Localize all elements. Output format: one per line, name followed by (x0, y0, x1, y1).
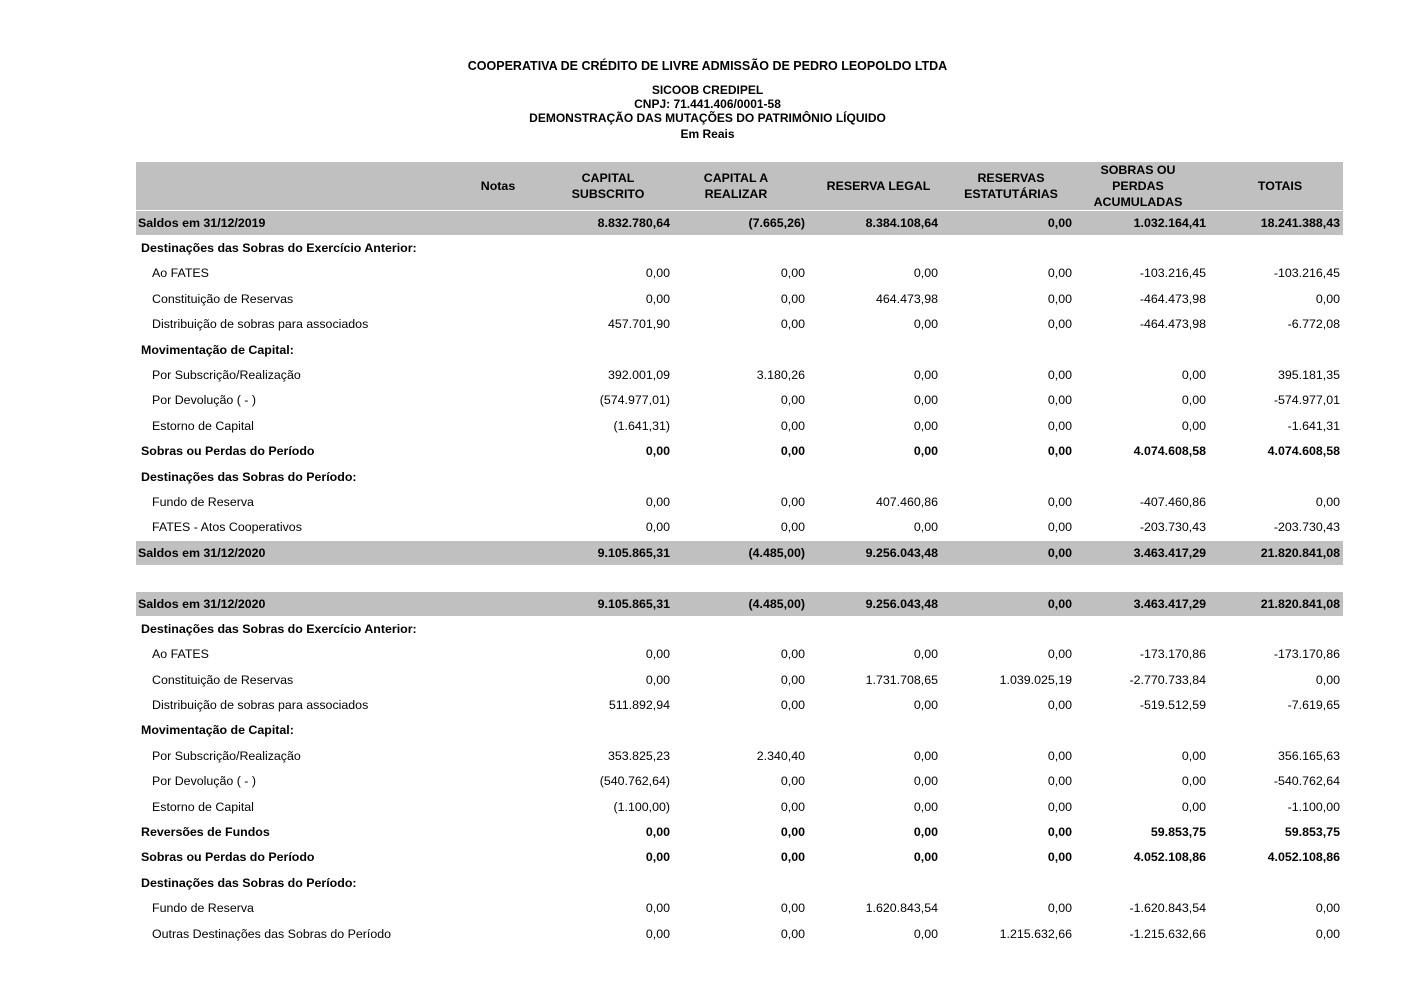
table-row (136, 642, 1343, 667)
currency-unit: Em Reais (680, 127, 735, 141)
col-reserva-legal: RESERVA LEGAL (826, 179, 931, 193)
row-value: 59.853,75 (1150, 825, 1206, 840)
row-value: 0,00 (780, 825, 805, 840)
table-row (136, 794, 1343, 819)
row-value: 1.032.164,41 (1133, 215, 1206, 230)
row-value: 8.384.108,64 (865, 215, 938, 230)
col-notas: Notas (480, 179, 516, 193)
row-label: FATES - Atos Cooperativos (152, 520, 302, 535)
row-value: 0,00 (913, 317, 938, 332)
row-value: 0,00 (780, 418, 805, 433)
row-value: 0,00 (913, 748, 938, 763)
col-capital-a-realizar: CAPITAL A REALIZAR (703, 171, 769, 201)
row-value: 18.241.388,43 (1260, 215, 1340, 230)
row-value: (1.641,31) (613, 418, 670, 433)
row-value: 0,00 (645, 291, 670, 306)
row-label: Sobras ou Perdas do Período (141, 850, 315, 865)
row-value: -173.170,86 (1139, 647, 1206, 662)
row-value: -574.977,01 (1273, 393, 1340, 408)
row-value: -2.770.733,84 (1129, 672, 1206, 687)
table-header (136, 162, 1343, 210)
section-row (136, 464, 1343, 489)
row-value: (4.485,00) (748, 596, 805, 611)
row-value: 0,00 (1047, 291, 1072, 306)
row-label: Distribuição de sobras para associados (152, 698, 369, 713)
short-name: SICOOB CREDIPEL (651, 83, 764, 97)
row-value: 0,00 (913, 266, 938, 281)
col-totais: TOTAIS (1257, 179, 1303, 193)
row-value: 0,00 (1047, 901, 1072, 916)
row-value: 0,00 (913, 647, 938, 662)
row-value: 0,00 (780, 698, 805, 713)
row-value: 0,00 (645, 520, 670, 535)
row-label: Reversões de Fundos (141, 825, 270, 840)
row-value: 0,00 (645, 647, 670, 662)
statement-title: DEMONSTRAÇÃO DAS MUTAÇÕES DO PATRIMÔNIO LÍQUIDO (529, 111, 886, 125)
table-row (136, 769, 1343, 794)
row-value: 9.105.865,31 (597, 545, 670, 560)
row-value: -103.216,45 (1273, 266, 1340, 281)
cnpj: CNPJ: 71.441.406/0001-58 (634, 97, 781, 111)
row-value: (7.665,26) (748, 215, 805, 230)
row-value: 3.180,26 (756, 368, 805, 383)
row-value: 0,00 (1047, 266, 1072, 281)
row-value: -203.730,43 (1273, 520, 1340, 535)
row-value: -6.772,08 (1287, 317, 1340, 332)
table-row (136, 362, 1343, 387)
row-value: 0,00 (913, 850, 938, 865)
row-label: Fundo de Reserva (152, 494, 254, 509)
row-label: Outras Destinações das Sobras do Período (152, 926, 391, 941)
col-reservas-estatutarias: RESERVAS ESTATUTÁRIAS (964, 171, 1058, 201)
row-value: 0,00 (1047, 393, 1072, 408)
row-value: 4.052.108,86 (1267, 850, 1340, 865)
row-value: 0,00 (1047, 368, 1072, 383)
row-value: 4.074.608,58 (1133, 444, 1206, 459)
row-value: -407.460,86 (1139, 494, 1206, 509)
row-value: 0,00 (780, 444, 805, 459)
table-row (136, 489, 1343, 514)
row-value: 353.825,23 (607, 748, 670, 763)
row-value: 0,00 (913, 520, 938, 535)
row-value: 0,00 (780, 647, 805, 662)
row-value: 0,00 (1047, 850, 1072, 865)
row-value: 0,00 (913, 418, 938, 433)
row-value: 1.731.708,65 (865, 672, 938, 687)
row-value: -464.473,98 (1139, 317, 1206, 332)
row-value: 464.473,98 (875, 291, 938, 306)
table-row (136, 515, 1343, 540)
row-value: 0,00 (645, 850, 670, 865)
table-row (136, 388, 1343, 413)
row-value: -203.730,43 (1139, 520, 1206, 535)
row-value: 0,00 (1181, 368, 1206, 383)
table-row (136, 921, 1343, 946)
row-value: 0,00 (1315, 494, 1340, 509)
section-row (136, 235, 1343, 260)
row-value: 0,00 (645, 926, 670, 941)
row-value: 0,00 (913, 774, 938, 789)
row-value: 2.340,40 (756, 748, 805, 763)
row-value: 407.460,86 (875, 494, 938, 509)
row-value: 4.052.108,86 (1133, 850, 1206, 865)
row-value: 21.820.841,08 (1260, 545, 1340, 560)
row-label: Movimentação de Capital: (141, 342, 294, 357)
row-value: 0,00 (1047, 596, 1072, 611)
row-value: -1.620.843,54 (1129, 901, 1206, 916)
row-value: 0,00 (645, 266, 670, 281)
row-value: 0,00 (1181, 748, 1206, 763)
section-row (136, 616, 1343, 641)
table-row (136, 261, 1343, 286)
row-label: Por Subscrição/Realização (152, 748, 301, 763)
row-value: 0,00 (1047, 494, 1072, 509)
row-value: 3.463.417,29 (1133, 545, 1206, 560)
row-value: -1.215.632,66 (1129, 926, 1206, 941)
row-label: Saldos em 31/12/2020 (138, 545, 266, 560)
row-value: 0,00 (1315, 926, 1340, 941)
row-value: 395.181,35 (1277, 368, 1340, 383)
table-row (136, 845, 1343, 870)
table-row (136, 439, 1343, 464)
row-value: (4.485,00) (748, 545, 805, 560)
row-value: 0,00 (1047, 698, 1072, 713)
row-value: 0,00 (1047, 647, 1072, 662)
table-row (136, 413, 1343, 438)
row-value: 0,00 (1315, 672, 1340, 687)
row-value: -519.512,59 (1139, 698, 1206, 713)
table-row (136, 312, 1343, 337)
section-row (136, 337, 1343, 362)
row-value: 0,00 (1181, 799, 1206, 814)
row-label: Saldos em 31/12/2020 (138, 596, 266, 611)
row-value: 0,00 (780, 291, 805, 306)
row-value: 1.215.632,66 (999, 926, 1072, 941)
row-value: 4.074.608,58 (1267, 444, 1340, 459)
row-value: 0,00 (913, 825, 938, 840)
row-value: -1.100,00 (1287, 799, 1340, 814)
row-label: Fundo de Reserva (152, 901, 254, 916)
row-value: -7.619,65 (1287, 698, 1340, 713)
row-value: 0,00 (913, 368, 938, 383)
row-value: -173.170,86 (1273, 647, 1340, 662)
row-value: 0,00 (1047, 825, 1072, 840)
row-label: Constituição de Reservas (152, 672, 294, 687)
row-value: 0,00 (780, 266, 805, 281)
row-value: -103.216,45 (1139, 266, 1206, 281)
company-name: COOPERATIVA DE CRÉDITO DE LIVRE ADMISSÃO DE PEDRO LEOPOLDO LTDA (467, 59, 948, 73)
row-value: 457.701,90 (607, 317, 670, 332)
row-value: 0,00 (913, 393, 938, 408)
spacer-row (136, 565, 1343, 590)
row-value: 0,00 (1047, 444, 1072, 459)
row-value: -540.762,64 (1273, 774, 1340, 789)
row-value: 0,00 (645, 444, 670, 459)
table-row (136, 667, 1343, 692)
row-label: Estorno de Capital (152, 418, 254, 433)
balance-row (136, 211, 1343, 235)
row-value: 9.256.043,48 (865, 545, 938, 560)
row-value: 0,00 (645, 901, 670, 916)
row-label: Distribuição de sobras para associados (152, 317, 369, 332)
row-value: 511.892,94 (608, 698, 670, 713)
row-value: (574.977,01) (599, 393, 670, 408)
row-value: 0,00 (1047, 748, 1072, 763)
row-value: 392.001,09 (607, 368, 670, 383)
row-value: 0,00 (1315, 901, 1340, 916)
row-label: Destinações das Sobras do Período: (141, 469, 357, 484)
row-value: 0,00 (1047, 520, 1072, 535)
row-value: 0,00 (645, 672, 670, 687)
row-value: 0,00 (913, 926, 938, 941)
row-value: 0,00 (1047, 317, 1072, 332)
row-value: -464.473,98 (1139, 291, 1206, 306)
row-value: 0,00 (1181, 418, 1206, 433)
row-value: 0,00 (913, 444, 938, 459)
equity-changes-table (136, 162, 1343, 946)
row-value: 0,00 (645, 494, 670, 509)
row-value: 0,00 (780, 774, 805, 789)
row-label: Por Subscrição/Realização (152, 368, 301, 383)
table-row (136, 692, 1343, 717)
row-value: 59.853,75 (1284, 825, 1340, 840)
table-row (136, 743, 1343, 768)
row-value: (1.100,00) (613, 799, 670, 814)
row-value: (540.762,64) (599, 774, 670, 789)
row-label: Movimentação de Capital: (141, 723, 294, 738)
row-value: 0,00 (780, 799, 805, 814)
row-value: 21.820.841,08 (1260, 596, 1340, 611)
row-label: Ao FATES (152, 266, 209, 281)
section-row (136, 718, 1343, 743)
row-value: 356.165,63 (1277, 748, 1340, 763)
row-value: 0,00 (1181, 774, 1206, 789)
row-value: 9.256.043,48 (865, 596, 938, 611)
row-label: Destinações das Sobras do Período: (141, 875, 357, 890)
row-value: 0,00 (780, 926, 805, 941)
row-label: Destinações das Sobras do Exercício Anterior: (141, 621, 417, 636)
balance-row (136, 541, 1343, 565)
row-value: 0,00 (1047, 418, 1072, 433)
row-label: Ao FATES (152, 647, 209, 662)
row-label: Por Devolução ( - ) (152, 774, 256, 789)
row-value: 0,00 (913, 698, 938, 713)
row-value: 0,00 (1047, 799, 1072, 814)
table-row (136, 896, 1343, 921)
row-value: 0,00 (780, 520, 805, 535)
row-label: Destinações das Sobras do Exercício Anterior: (141, 241, 417, 256)
row-label: Por Devolução ( - ) (152, 393, 256, 408)
row-value: 0,00 (1047, 774, 1072, 789)
row-value: -1.641,31 (1287, 418, 1340, 433)
row-value: 0,00 (645, 825, 670, 840)
row-value: 0,00 (1181, 393, 1206, 408)
table-row (136, 819, 1343, 844)
row-value: 1.039.025,19 (999, 672, 1072, 687)
row-value: 1.620.843,54 (865, 901, 938, 916)
row-value: 0,00 (1315, 291, 1340, 306)
row-label: Estorno de Capital (152, 799, 254, 814)
row-value: 9.105.865,31 (597, 596, 670, 611)
row-label: Sobras ou Perdas do Período (141, 444, 315, 459)
row-value: 0,00 (1047, 545, 1072, 560)
row-value: 0,00 (1047, 215, 1072, 230)
row-value: 8.832.780,64 (597, 215, 670, 230)
section-row (136, 870, 1343, 895)
row-label: Saldos em 31/12/2019 (138, 215, 266, 230)
row-value: 0,00 (780, 494, 805, 509)
table-row (136, 286, 1343, 311)
row-value: 0,00 (780, 672, 805, 687)
row-value: 0,00 (780, 393, 805, 408)
row-value: 0,00 (780, 317, 805, 332)
row-value: 0,00 (913, 799, 938, 814)
col-sobras-perdas: SOBRAS OU PERDAS ACUMULADAS (1093, 163, 1183, 209)
row-value: 3.463.417,29 (1133, 596, 1206, 611)
col-capital-subscrito: CAPITAL SUBSCRITO (571, 171, 645, 201)
row-value: 0,00 (780, 850, 805, 865)
table-body (136, 211, 1343, 947)
row-label: Constituição de Reservas (152, 291, 294, 306)
balance-row (136, 592, 1343, 616)
row-value: 0,00 (780, 901, 805, 916)
